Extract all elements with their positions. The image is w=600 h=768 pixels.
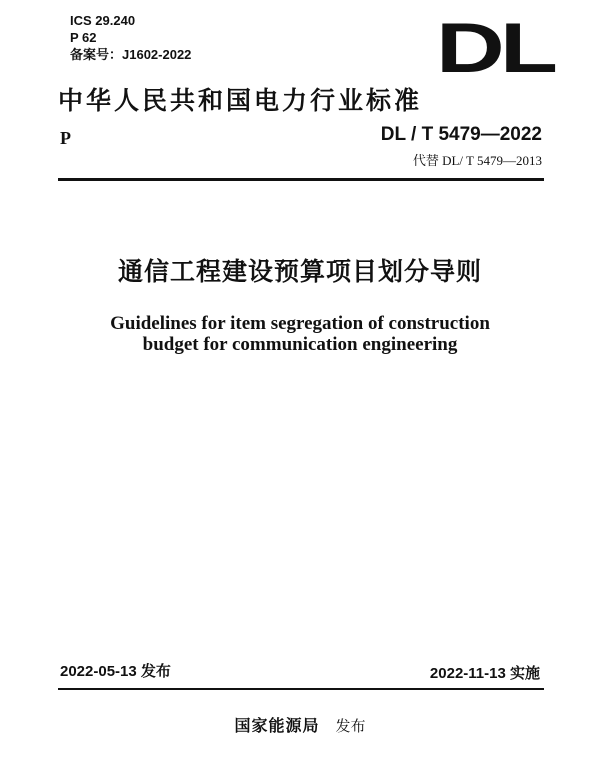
publisher-org: 国家能源局 [234, 716, 320, 735]
replaces-standard: 代替 DL/ T 5479—2013 [412, 153, 542, 168]
implementation-date: 2022-11-13 实施 [429, 665, 540, 682]
issue-date: 2022-05-13 发布 [60, 663, 171, 680]
ics-code: ICS 29.240 [70, 13, 136, 28]
classification-letter: P [60, 128, 71, 148]
top-divider [58, 178, 544, 181]
dl-logo: DL [436, 8, 554, 88]
record-number: 备案号：J1602-2022 [70, 47, 192, 62]
title-english-line1: Guidelines for item segregation of construction [110, 313, 490, 334]
title-english-line2: budget for communication engineering [142, 334, 458, 355]
publisher [0, 713, 600, 736]
publisher-action: 发布 [335, 717, 366, 735]
standard-category: 中华人民共和国电力行业标准 [58, 86, 423, 115]
standard-number: DL / T 5479—2022 [380, 124, 542, 145]
classification-code: P 62 [70, 30, 97, 45]
bottom-divider [58, 688, 544, 690]
title-chinese: 通信工程建设预算项目划分导则 [117, 257, 482, 286]
